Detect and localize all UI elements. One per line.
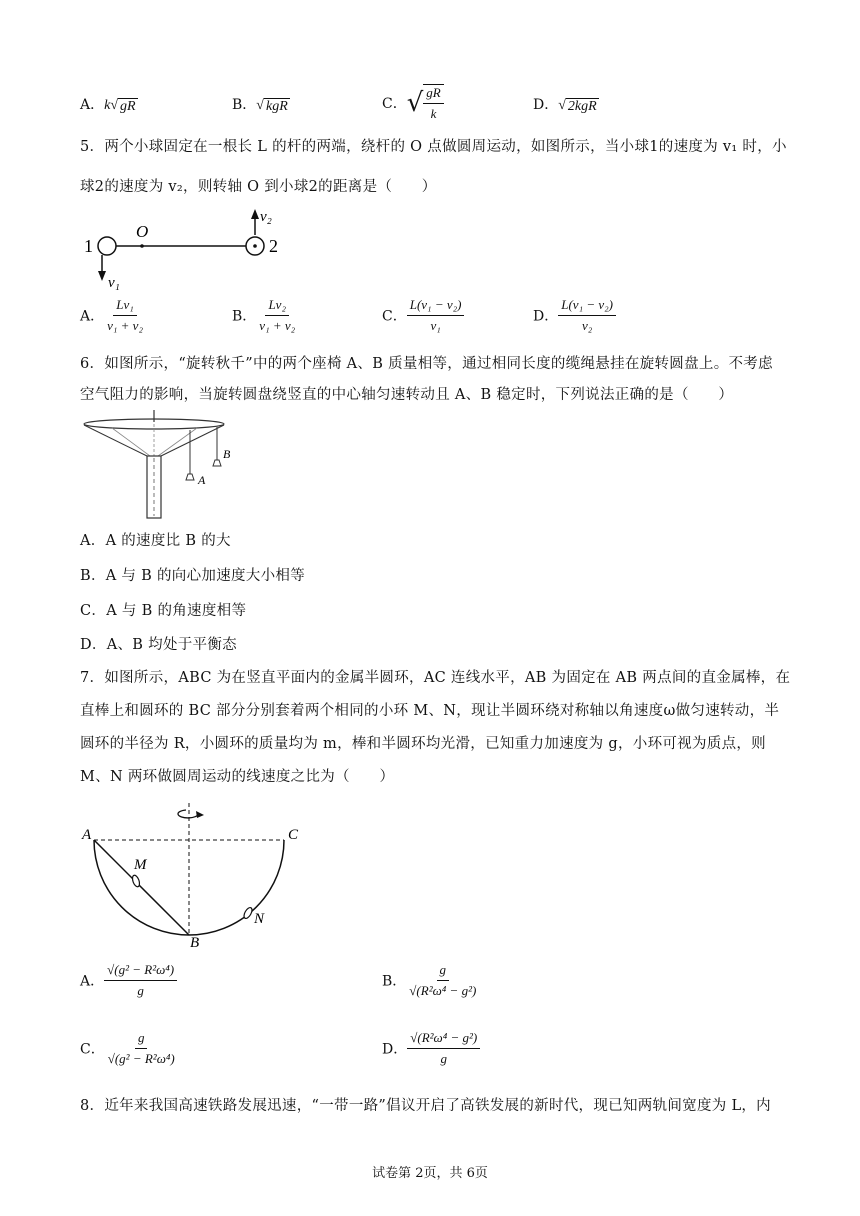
q6-stem-line2: 空气阻力的影响，当旋转圆盘绕竖直的中心轴匀速转动且 A、B 稳定时，下列说法正确的是（ ） (80, 387, 734, 403)
ring-m (131, 874, 141, 887)
q7-figure (78, 795, 308, 950)
q7-option-c: C． $\frac{g}{\text{√(g² − R²ω⁴)}}$ (80, 1030, 175, 1066)
q5-ball2-label: 2 (269, 236, 278, 256)
q6-option-b: B．A 与 B 的向心加速度大小相等 (80, 568, 306, 584)
axis-point (140, 244, 144, 248)
label-n: N (254, 911, 265, 927)
q7-option-d: D． $\frac{\text{√(R²ω⁴ − g²)}}{g}$ (382, 1030, 480, 1067)
q5-option-a: A． $\frac{\text{Lv₁}}{\text{v₁ + v₂}}$ (80, 297, 143, 333)
q4-option-c: C．√ $\frac{gR}{k}$ (382, 84, 444, 122)
label-a: A (82, 827, 92, 843)
q6-option-a: A．A 的速度比 B 的大 (80, 533, 231, 549)
label-b: B (190, 935, 200, 950)
seat-a (186, 474, 194, 480)
ring-n (242, 906, 253, 919)
q5-option-d: D． $\frac{\text{L(v₁ − v₂)}}{\text{v₂}}$ (533, 297, 616, 334)
q8-stem-line1: 8．近年来我国高速铁路发展迅速，“一带一路”倡议开启了高铁发展的新时代，现已知两轨间宽度为 L，内 (80, 1098, 771, 1114)
q5-axis-label: O (136, 222, 149, 241)
label-m: M (134, 857, 147, 873)
q6-option-c: C．A 与 B 的角速度相等 (80, 603, 247, 619)
rotation-arrow (178, 810, 198, 818)
q7-option-a: A． $\frac{\text{√(g² − R²ω⁴)}}{g}$ (80, 962, 177, 999)
v1-label: v₁ (108, 275, 120, 290)
q5-ball1-label: 1 (84, 236, 93, 256)
seat-b-label: B (223, 447, 231, 461)
q5-option-c: C． $\frac{\text{L(v₁ − v₂)}}{\text{v₁}}$ (382, 297, 464, 334)
q5-stem-line2: 球2的速度为 v₂，则转轴 O 到小球2的距离是（ ） (80, 179, 437, 195)
q6-option-d: D．A、B 均处于平衡态 (80, 637, 237, 653)
q6-figure (82, 408, 242, 523)
q5-stem-line1: 5．两个小球固定在一根长 L 的杆的两端，绕杆的 O 点做圆周运动，如图所示，当小球1的速度为 v₁ 时，小 (80, 139, 787, 155)
q6-stem-line1: 6．如图所示，“旋转秋千”中的两个座椅 A、B 质量相等，通过相同长度的缆绳悬挂在旋转圆盘上。不考虑 (80, 356, 773, 372)
seat-b (213, 460, 221, 466)
ball-1 (98, 237, 116, 255)
page-footer: 试卷第 2页，共 6页 (372, 1166, 488, 1181)
q5-figure (80, 205, 300, 290)
q7-stem-line2: 直棒上和圆环的 BC 部分分别套着两个相同的小环 M、N，现让半圆环绕对称轴以角速度ω做匀速转动，半 (80, 703, 780, 719)
label-c: C (288, 827, 299, 843)
q7-stem-line4: M、N 两环做圆周运动的线速度之比为（ ） (80, 769, 395, 785)
q7-option-b: B． $\frac{g}{\text{√(R²ω⁴ − g²)}}$ (382, 962, 477, 998)
q4-option-d: D． √ 2kgR (533, 97, 597, 114)
q4-option-a: A．k √ gR (80, 97, 136, 114)
seat-a-label: A (198, 473, 206, 487)
q4-option-b: B． √ kgR (232, 97, 288, 114)
rod-ab (94, 840, 189, 935)
v2-label: v₂ (260, 209, 272, 225)
q7-stem-line3: 圆环的半径为 R，小圆环的质量均为 m，棒和半圆环均光滑，已知重力加速度为 g，小环可视为质点，则 (80, 736, 766, 752)
q5-option-b: B． $\frac{\text{Lv₂}}{\text{v₁ + v₂}}$ (232, 297, 296, 333)
q7-stem-line1: 7．如图所示，ABC 为在竖直平面内的金属半圆环，AC 连线水平，AB 为固定在 AB 两点间的直金属棒，在 (80, 670, 791, 686)
